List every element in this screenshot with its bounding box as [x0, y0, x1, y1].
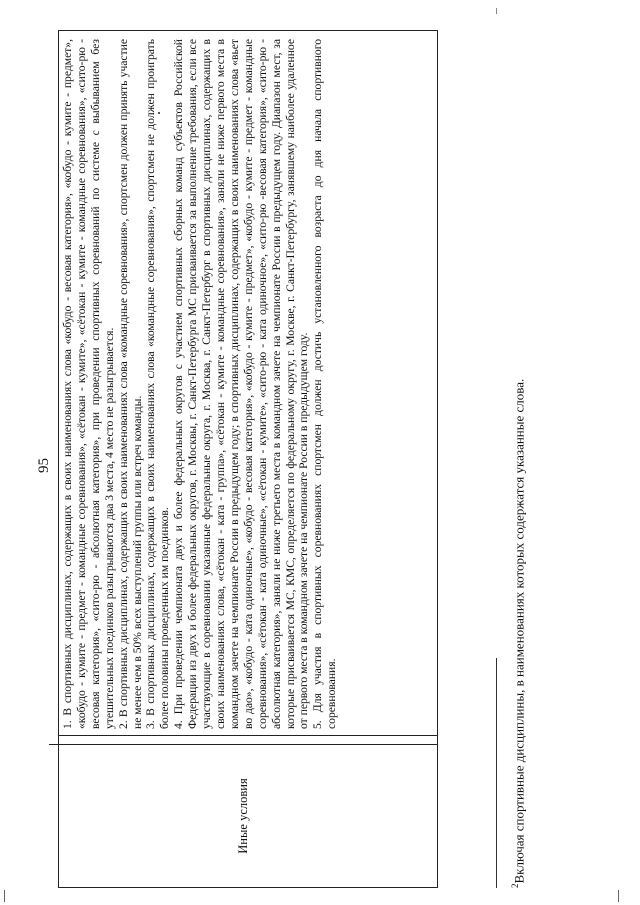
conditions-table [58, 30, 438, 888]
page-number: 95 [36, 458, 52, 473]
condition-paragraph-3: 3. В спортивных дисциплинах, содержащих в своих наименованиях слова «командные соревнования», спортсмен не должен проиграть более половины проведенных им поединков. [144, 39, 172, 729]
condition-paragraph-4: 4. При проведении чемпионата двух и более федеральных округов с участием спортивных сборных команд субъектов Российской Федерации из двух и более федеральных округов, г. Москвы, г. Санкт-Петербурга МС присваивается за выполнение требования, если все участвующие в соревновании указанные федеральные округа, г. Москва, г. Санкт-Петербург в спортивных дисциплинах, содержащих в своих наименованиях слова, «сётокан - ката - группа», «сётокан - кумите - командные соревнования», заняли не ниже первого места в командном зачете на чемпионате России в предыдущем году; в спортивных дисциплинах, содержащих в своих наименованиях слова «вьет во дао», «кобудо - ката одиночные», «кобудо - весовая категория», «кобудо - кумите - предмет», «кобудо - кумите - предмет - командные соревнования», «сётокан - ката одиночные», «сётокан - кумите», «сито-рю - ката одиночное», «сито-рю -весовая категория», «сито-рю - абсолютная категория», заняли не ниже третьего места в командном зачете на чемпионате России в предыдущем году. Диапазон мест, за которые присваивается МС, КМС, определяется по федеральному округу, г. Москве, г. Санкт-Петербургу, занявшему наиболее удаленное от первого места в командном зачете на чемпионате России в предыдущем году. [172, 39, 311, 729]
conditions-text-cell [59, 31, 437, 735]
row-label-cell [49, 744, 437, 887]
footnote-divider [496, 658, 497, 888]
rotated-document-page [18, 30, 610, 888]
empty-column-cell [59, 735, 437, 744]
condition-paragraph-1: 1. В спортивных дисциплинах, содержащих в своих наименованиях слова «кобудо - весовая категория», «кобудо - кумите - предмет», «кобудо - кумите - предмет - командные соревнования», «сётокан - кумите», «сётокан - кумите - командные соревнования», «сито-рю - весовая категория», «сито-рю - абсолютная категория», при проведении спортивных соревнований по системе с выбыванием без утешительных поединков разыгрываются два 3 места, 4 место не разыгрывается. [61, 39, 116, 729]
footnote-text: Включая спортивные дисциплины, в наименованиях которых содержатся указанные слова. [511, 378, 527, 884]
row-label: Иные условия [235, 778, 250, 854]
scan-speck [496, 8, 497, 14]
scan-edge-mark [4, 890, 5, 902]
condition-paragraph-5: 5. Для участия в спортивных соревнованиях спортсмен должен достичь установленного возраста до дня начала спортивного соревнования. [311, 39, 339, 729]
condition-paragraph-2: 2. В спортивных дисциплинах, содержащих в своих наименованиях слова «командные соревнования», спортсмен должен принять участие не менее чем в 50% всех выступлений группы или встреч команды. [116, 39, 144, 729]
footnote [510, 379, 527, 888]
scan-edge-mark [618, 890, 619, 902]
footnote-marker: 2 [510, 883, 520, 888]
